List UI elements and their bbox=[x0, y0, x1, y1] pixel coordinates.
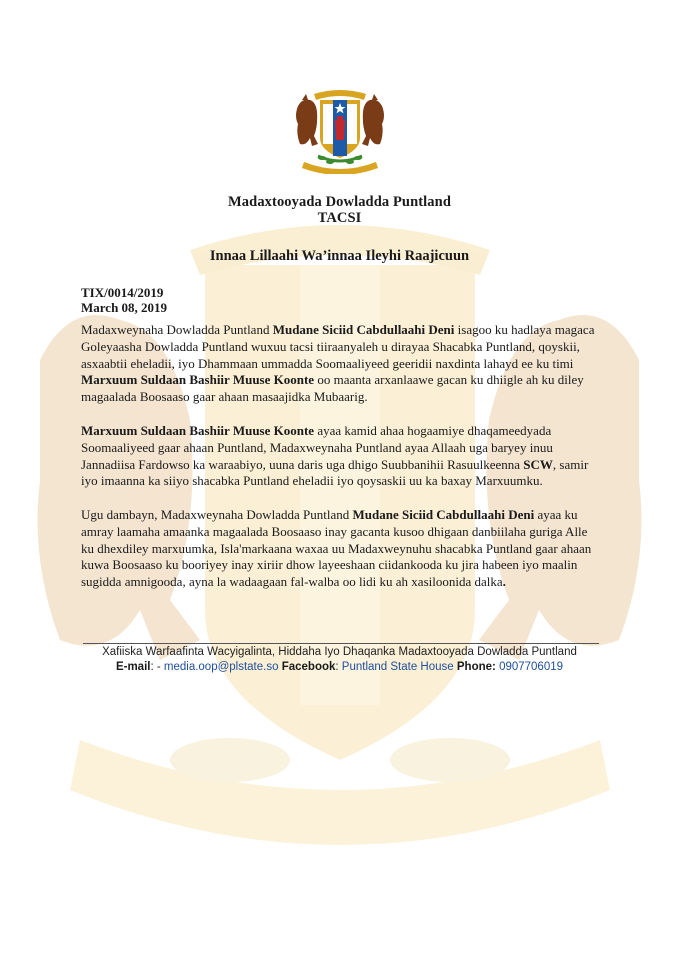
text-run: ayaa ku amray laamaha amaanka magaalada Boosaaso inay gacanta kusoo dhigaan danbiilaha guriga Alle ku dhexdiley marxuumka, Isla'markaana waxaa uu Madaxweynuhu shacabka Puntland gaar ahaan kuwa Boosaaso ku booriyey inay xiriir dhow layeeshaan ciidankooda ku jira habeen iyo maalin sugidda amnigooda, ayna la wadaagaan fal-walba oo lidi ku ah xasiloonida dalka bbox=[81, 507, 592, 590]
bold-text-run: . bbox=[502, 574, 506, 590]
puntland-coat-of-arms-icon bbox=[292, 86, 388, 174]
bold-text-run: SCW bbox=[523, 456, 553, 472]
document-type: TACSI bbox=[317, 210, 362, 226]
bold-text-run: Marxuum Suldaan Bashiir Muuse Koonte bbox=[81, 372, 315, 388]
bold-text-run: Marxuum Suldaan Bashiir Muuse Koonte bbox=[81, 423, 315, 438]
footer-divider bbox=[83, 643, 599, 644]
email-label: E-mail bbox=[115, 661, 151, 673]
body-paragraph-1 bbox=[81, 322, 601, 406]
text-run: ayaa kamid ahaa hogaamiye dhaqameedyada Soomaaliyeed gaar ahaan Puntland, Madaxweynaha Puntland ayaa Allaah uga baryey inuu Jannadiisa Fardowso ka waraabiyo, uuna daris uga dhigo Suubbanihii Rasuulkeenna bbox=[81, 423, 553, 472]
organization-name: Madaxtooyada Dowladda Puntland bbox=[228, 194, 451, 210]
footer-contacts bbox=[0, 661, 679, 673]
phone-number[interactable]: 0907706019 bbox=[499, 661, 564, 673]
footer-office: Xafiiska Warfaafinta Wacyigalinta, Hiddaha Iyo Dhaqanka Madaxtooyada Dowladda Puntland bbox=[102, 646, 577, 658]
text-run: , samir iyo imaanna ka siiyo shacabka Puntland eheladii iyo qoysaskii uu ka baxay Marxuumku. bbox=[81, 456, 589, 489]
phone-label: Phone: bbox=[456, 661, 496, 673]
release-date: March 08, 2019 bbox=[81, 300, 168, 315]
bold-text-run: Mudane Siciid Cabdullaahi Deni bbox=[352, 507, 535, 522]
text-run: Ugu dambayn, Madaxweynaha Dowladda Puntland bbox=[81, 507, 353, 522]
reference-number: TIX/0014/2019 bbox=[81, 285, 164, 300]
body-paragraph-2 bbox=[81, 423, 601, 490]
body-paragraph-3 bbox=[81, 507, 601, 591]
facebook-label: Facebook bbox=[281, 661, 336, 673]
facebook-separator: : bbox=[335, 661, 342, 673]
bold-text-run: Mudane Siciid Cabdullaahi Deni bbox=[272, 322, 455, 337]
email-separator: : - bbox=[150, 661, 164, 673]
facebook-link[interactable]: Puntland State House bbox=[341, 661, 454, 673]
headline: Innaa Lillaahi Wa’innaa Ileyhi Raajicuun bbox=[209, 248, 470, 264]
text-run: Madaxweynaha Dowladda Puntland bbox=[81, 322, 273, 337]
text-run: isagoo ku hadlaya magaca Goleyaasha Dowladda Puntland wuxuu tacsi tiiraanyaleh u dirayaa Shacabka Puntland, qoyskii, asxaabtii eheladii, iyo Dhammaan ummadda Soomaaliyeed geeridii naxdinta lahayd ee ku timi bbox=[81, 322, 595, 371]
text-run: oo maanta arxanlaawe gacan ku dhiigle ah ku diley magaalada Boosaaso gaar ahaan masaajidka Mubaarig. bbox=[81, 372, 584, 405]
email-link[interactable]: media.oop@plstate.so bbox=[163, 661, 279, 673]
